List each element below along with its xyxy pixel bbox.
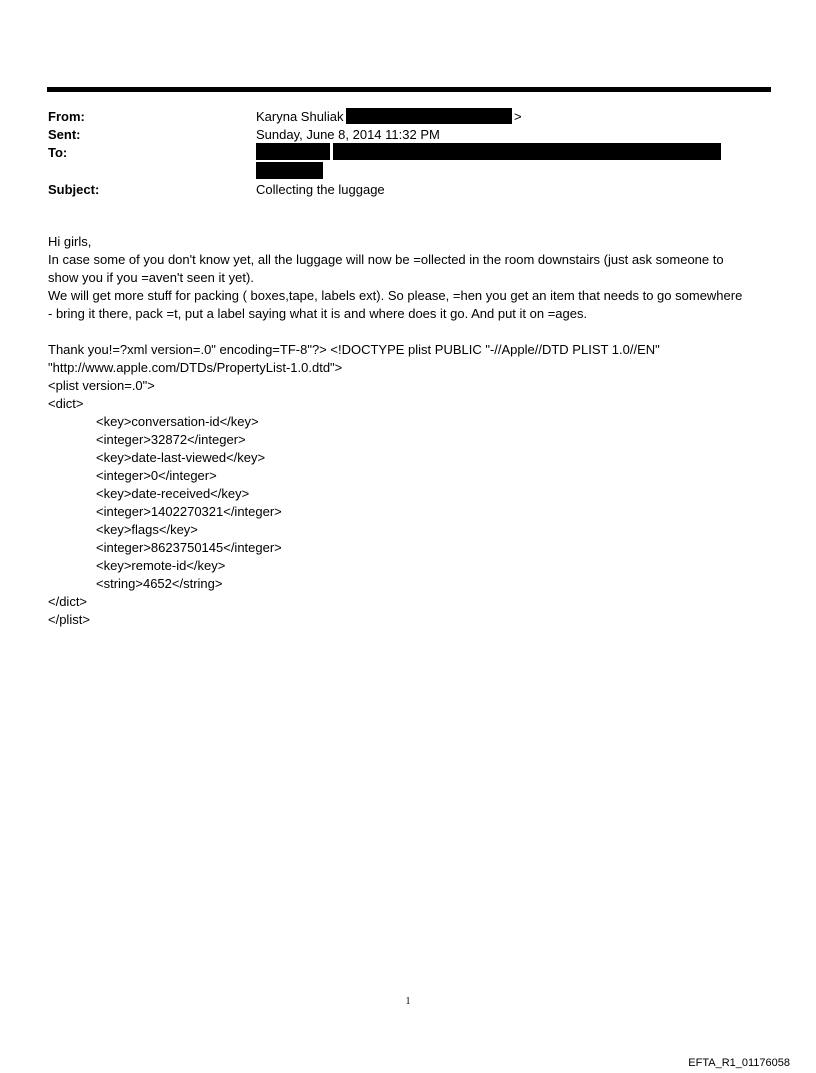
greeting: Hi girls, (48, 234, 92, 249)
sent-label: Sent: (48, 127, 81, 142)
dict-open: <dict> (48, 396, 84, 411)
page-number: 1 (405, 996, 411, 1007)
body-line-2: show you if you =aven't seen it yet). (48, 270, 254, 285)
from-suffix: > (514, 109, 522, 124)
to-redaction-1 (256, 143, 330, 160)
sent-value: Sunday, June 8, 2014 11:32 PM (256, 127, 440, 142)
dict-line: <key>remote-id</key> (96, 558, 226, 573)
from-value (256, 109, 343, 124)
from-label: From: (48, 109, 85, 124)
from-email-redaction (346, 108, 512, 124)
dict-line: <key>date-last-viewed</key> (96, 450, 266, 465)
dict-line: <integer>0</integer> (96, 468, 217, 483)
subject-label: Subject: (48, 182, 100, 197)
body-line-3: We will get more stuff for packing ( boxes,tape, labels ext). So please, =hen you get an item that needs to go somewhere (48, 288, 743, 303)
dict-line: <integer>8623750145</integer> (96, 540, 282, 555)
plist-close: </plist> (48, 612, 90, 627)
dict-line: <key>date-received</key> (96, 486, 250, 501)
paragraph-gap (48, 323, 770, 341)
body-line-1: In case some of you don't know yet, all the luggage will now be =ollected in the room downstairs (just ask someone to (48, 252, 724, 267)
header-rule (47, 87, 771, 92)
dict-line: <string>4652</string> (96, 576, 223, 591)
document-id: EFTA_R1_01176058 (688, 1057, 790, 1069)
email-body (48, 233, 770, 629)
to-redaction-3 (256, 162, 323, 179)
dict-line: <key>flags</key> (96, 522, 198, 537)
to-redaction-2 (333, 143, 721, 160)
plist-open: <plist version=.0"> (48, 378, 155, 393)
dict-line: <integer>32872</integer> (96, 432, 246, 447)
dict-close: </dict> (48, 594, 88, 609)
thanks-line: Thank you!=?xml version=.0" encoding=TF-8"?> <!DOCTYPE plist PUBLIC "-//Apple//DTD PLIST 1.0//EN" (48, 342, 660, 357)
dict-line: <key>conversation-id</key> (96, 414, 259, 429)
from-name: Karyna Shuliak (256, 109, 344, 124)
body-line-4: - bring it there, pack =t, put a label saying what it is and where does it go. And put it on =ages. (48, 306, 588, 321)
to-label: To: (48, 145, 68, 160)
dict-line: <integer>1402270321</integer> (96, 504, 282, 519)
subject-value: Collecting the luggage (256, 182, 385, 197)
dtd-line: "http://www.apple.com/DTDs/PropertyList-1.0.dtd"> (48, 360, 343, 375)
